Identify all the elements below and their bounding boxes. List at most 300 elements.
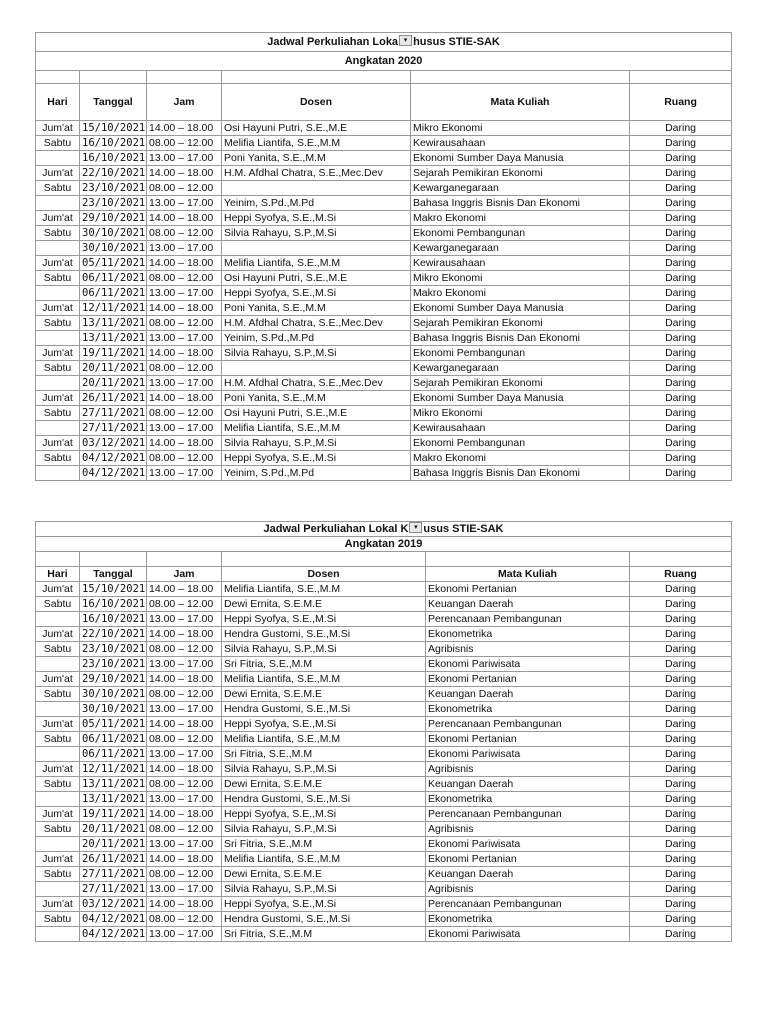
header-jam: Jam xyxy=(147,84,222,121)
cell-hari: Sabtu xyxy=(36,316,80,331)
cell-mata-kuliah: Ekonometrika xyxy=(426,702,630,717)
cell-ruang: Daring xyxy=(630,897,732,912)
table-row xyxy=(36,241,732,256)
cell-tanggal: 12/11/2021 xyxy=(80,301,147,316)
cell-jam: 14.00 – 18.00 xyxy=(147,166,222,181)
cell-jam: 13.00 – 17.00 xyxy=(147,151,222,166)
table-row xyxy=(36,256,732,271)
cell-tanggal: 22/10/2021 xyxy=(80,627,147,642)
cell-mata-kuliah: Kewarganegaraan xyxy=(411,361,630,376)
cell-ruang: Daring xyxy=(630,672,732,687)
table-row xyxy=(36,451,732,466)
cell-jam: 14.00 – 18.00 xyxy=(147,346,222,361)
cell-dosen xyxy=(222,241,411,256)
cell-dosen: H.M. Afdhal Chatra, S.E.,Mec.Dev xyxy=(222,316,411,331)
cell-tanggal: 26/11/2021 xyxy=(80,852,147,867)
cell-ruang: Daring xyxy=(630,271,732,286)
title-row xyxy=(36,33,732,52)
cell-ruang: Daring xyxy=(630,211,732,226)
cell-tanggal: 30/10/2021 xyxy=(80,702,147,717)
header-ruang: Ruang xyxy=(630,567,732,582)
cell-dosen: Heppi Syofya, S.E.,M.Si xyxy=(222,717,426,732)
cell-hari: Jum'at xyxy=(36,301,80,316)
cell-tanggal: 29/10/2021 xyxy=(80,211,147,226)
blank-row xyxy=(36,552,732,567)
cell-jam: 13.00 – 17.00 xyxy=(147,241,222,256)
cell-mata-kuliah: Sejarah Pemikiran Ekonomi xyxy=(411,166,630,181)
cell-mata-kuliah: Perencanaan Pembangunan xyxy=(426,717,630,732)
cell-mata-kuliah: Agribisnis xyxy=(426,642,630,657)
table-row xyxy=(36,882,732,897)
cell-ruang: Daring xyxy=(630,241,732,256)
cell-hari xyxy=(36,747,80,762)
cell-tanggal: 30/10/2021 xyxy=(80,241,147,256)
table-row xyxy=(36,196,732,211)
cell-ruang: Daring xyxy=(630,597,732,612)
cell-ruang: Daring xyxy=(630,316,732,331)
cell-mata-kuliah: Makro Ekonomi xyxy=(411,211,630,226)
cell-tanggal: 30/10/2021 xyxy=(80,226,147,241)
cell-jam: 08.00 – 12.00 xyxy=(147,732,222,747)
header-tanggal: Tanggal xyxy=(80,84,147,121)
cell-tanggal: 06/11/2021 xyxy=(80,271,147,286)
cell-hari: Sabtu xyxy=(36,136,80,151)
cell-ruang: Daring xyxy=(630,717,732,732)
table-row xyxy=(36,361,732,376)
cell-dosen: Poni Yanita, S.E.,M.M xyxy=(222,301,411,316)
cell-hari xyxy=(36,466,80,481)
cell-hari: Jum'at xyxy=(36,807,80,822)
cell-tanggal: 03/12/2021 xyxy=(80,436,147,451)
cell-dosen: Poni Yanita, S.E.,M.M xyxy=(222,151,411,166)
cell-jam: 14.00 – 18.00 xyxy=(147,391,222,406)
cell-dosen: Sri Fitria, S.E.,M.M xyxy=(222,837,426,852)
cell-dosen: Osi Hayuni Putri, S.E.,M.E xyxy=(222,406,411,421)
cell-jam: 14.00 – 18.00 xyxy=(147,211,222,226)
cell-ruang: Daring xyxy=(630,301,732,316)
cell-tanggal: 05/11/2021 xyxy=(80,717,147,732)
cell-jam: 13.00 – 17.00 xyxy=(147,466,222,481)
cell-hari: Sabtu xyxy=(36,867,80,882)
table-row xyxy=(36,121,732,136)
cell-dosen xyxy=(222,361,411,376)
table-row xyxy=(36,436,732,451)
table-row xyxy=(36,867,732,882)
cell-hari xyxy=(36,421,80,436)
cell-mata-kuliah: Ekonomi Sumber Daya Manusia xyxy=(411,301,630,316)
cell-ruang: Daring xyxy=(630,121,732,136)
cell-ruang: Daring xyxy=(630,451,732,466)
cell-jam: 08.00 – 12.00 xyxy=(147,687,222,702)
cell-ruang: Daring xyxy=(630,136,732,151)
cell-mata-kuliah: Bahasa Inggris Bisnis Dan Ekonomi xyxy=(411,466,630,481)
cell-mata-kuliah: Sejarah Pemikiran Ekonomi xyxy=(411,316,630,331)
cell-jam: 08.00 – 12.00 xyxy=(147,912,222,927)
cell-tanggal: 20/11/2021 xyxy=(80,361,147,376)
cell-hari xyxy=(36,882,80,897)
cell-mata-kuliah: Ekonomi Pertanian xyxy=(426,732,630,747)
cell-ruang: Daring xyxy=(630,927,732,942)
cell-mata-kuliah: Mikro Ekonomi xyxy=(411,121,630,136)
table-row xyxy=(36,687,732,702)
cell-tanggal: 06/11/2021 xyxy=(80,747,147,762)
cell-tanggal: 04/12/2021 xyxy=(80,466,147,481)
cell-mata-kuliah: Agribisnis xyxy=(426,822,630,837)
cell-ruang: Daring xyxy=(630,376,732,391)
dropdown-arrow-icon[interactable]: ▾ xyxy=(399,35,412,46)
table-row xyxy=(36,136,732,151)
cell-ruang: Daring xyxy=(630,732,732,747)
cell-ruang: Daring xyxy=(630,702,732,717)
table-row xyxy=(36,807,732,822)
cell-dosen: Yeinim, S.Pd.,M.Pd xyxy=(222,196,411,211)
cell-jam: 14.00 – 18.00 xyxy=(147,627,222,642)
cell-hari: Jum'at xyxy=(36,211,80,226)
table-row xyxy=(36,822,732,837)
cell-tanggal: 16/10/2021 xyxy=(80,597,147,612)
cell-tanggal: 23/10/2021 xyxy=(80,196,147,211)
cell-dosen: Sri Fitria, S.E.,M.M xyxy=(222,747,426,762)
cell-dosen: Dewi Ernita, S.E.M.E xyxy=(222,597,426,612)
cell-jam: 14.00 – 18.00 xyxy=(147,897,222,912)
table-row xyxy=(36,927,732,942)
cell-hari: Sabtu xyxy=(36,642,80,657)
cell-jam: 08.00 – 12.00 xyxy=(147,136,222,151)
cell-hari xyxy=(36,286,80,301)
cell-dosen: Silvia Rahayu, S.P.,M.Si xyxy=(222,346,411,361)
cell-ruang: Daring xyxy=(630,421,732,436)
cell-tanggal: 27/11/2021 xyxy=(80,421,147,436)
cell-dosen: Melifia Liantifa, S.E.,M.M xyxy=(222,256,411,271)
table-row xyxy=(36,151,732,166)
cell-dosen: Dewi Ernita, S.E.M.E xyxy=(222,687,426,702)
cell-dosen: Yeinim, S.Pd.,M.Pd xyxy=(222,466,411,481)
cell-jam: 14.00 – 18.00 xyxy=(147,436,222,451)
cell-jam: 08.00 – 12.00 xyxy=(147,226,222,241)
cell-tanggal: 15/10/2021 xyxy=(80,121,147,136)
cell-tanggal: 13/11/2021 xyxy=(80,777,147,792)
cell-hari xyxy=(36,196,80,211)
cell-dosen: Sri Fitria, S.E.,M.M xyxy=(222,657,426,672)
cell-dosen: Poni Yanita, S.E.,M.M xyxy=(222,391,411,406)
cell-tanggal: 26/11/2021 xyxy=(80,391,147,406)
table-row xyxy=(36,792,732,807)
cell-hari: Jum'at xyxy=(36,436,80,451)
cell-hari: Sabtu xyxy=(36,226,80,241)
table-row xyxy=(36,406,732,421)
cell-mata-kuliah: Agribisnis xyxy=(426,882,630,897)
cell-jam: 08.00 – 12.00 xyxy=(147,642,222,657)
cell-mata-kuliah: Ekonomi Pariwisata xyxy=(426,837,630,852)
cell-dosen: Hendra Gustomi, S.E.,M.Si xyxy=(222,702,426,717)
cell-ruang: Daring xyxy=(630,391,732,406)
cell-tanggal: 15/10/2021 xyxy=(80,582,147,597)
cell-dosen: Heppi Syofya, S.E.,M.Si xyxy=(222,211,411,226)
cell-dosen: Yeinim, S.Pd.,M.Pd xyxy=(222,331,411,346)
cell-hari: Sabtu xyxy=(36,181,80,196)
cell-tanggal: 22/10/2021 xyxy=(80,166,147,181)
cell-tanggal: 29/10/2021 xyxy=(80,672,147,687)
cell-ruang: Daring xyxy=(630,867,732,882)
cell-mata-kuliah: Keuangan Daerah xyxy=(426,867,630,882)
cell-tanggal: 19/11/2021 xyxy=(80,807,147,822)
table-row xyxy=(36,717,732,732)
cell-hari xyxy=(36,927,80,942)
cell-mata-kuliah: Ekonometrika xyxy=(426,627,630,642)
cell-mata-kuliah: Perencanaan Pembangunan xyxy=(426,897,630,912)
cell-dosen: Silvia Rahayu, S.P.,M.Si xyxy=(222,762,426,777)
cell-hari xyxy=(36,657,80,672)
cell-ruang: Daring xyxy=(630,181,732,196)
cell-tanggal: 13/11/2021 xyxy=(80,316,147,331)
cell-jam: 13.00 – 17.00 xyxy=(147,702,222,717)
cell-jam: 13.00 – 17.00 xyxy=(147,286,222,301)
cell-dosen: H.M. Afdhal Chatra, S.E.,Mec.Dev xyxy=(222,166,411,181)
cell-jam: 14.00 – 18.00 xyxy=(147,852,222,867)
header-row xyxy=(36,84,732,121)
table-row xyxy=(36,597,732,612)
cell-dosen: Dewi Ernita, S.E.M.E xyxy=(222,777,426,792)
cell-hari xyxy=(36,331,80,346)
cell-tanggal: 20/11/2021 xyxy=(80,376,147,391)
table-row xyxy=(36,271,732,286)
cell-hari xyxy=(36,612,80,627)
cell-tanggal: 16/10/2021 xyxy=(80,151,147,166)
cell-dosen: Silvia Rahayu, S.P.,M.Si xyxy=(222,642,426,657)
cell-hari xyxy=(36,241,80,256)
cell-mata-kuliah: Ekonometrika xyxy=(426,792,630,807)
table-row xyxy=(36,331,732,346)
title-text-end: husus STIE-SAK xyxy=(413,35,500,48)
table-row xyxy=(36,897,732,912)
cell-ruang: Daring xyxy=(630,226,732,241)
cell-dosen: Osi Hayuni Putri, S.E.,M.E xyxy=(222,271,411,286)
header-hari: Hari xyxy=(36,84,80,121)
cell-mata-kuliah: Kewarganegaraan xyxy=(411,181,630,196)
cell-hari xyxy=(36,792,80,807)
cell-mata-kuliah: Ekonomi Pertanian xyxy=(426,852,630,867)
cell-hari: Jum'at xyxy=(36,852,80,867)
cell-jam: 13.00 – 17.00 xyxy=(147,196,222,211)
cell-ruang: Daring xyxy=(630,627,732,642)
cell-jam: 08.00 – 12.00 xyxy=(147,822,222,837)
cell-hari xyxy=(36,151,80,166)
cell-mata-kuliah: Perencanaan Pembangunan xyxy=(426,612,630,627)
dropdown-arrow-icon[interactable]: ▾ xyxy=(409,522,422,533)
table-row xyxy=(36,301,732,316)
cell-tanggal: 20/11/2021 xyxy=(80,822,147,837)
cell-ruang: Daring xyxy=(630,582,732,597)
table-row xyxy=(36,657,732,672)
cell-mata-kuliah: Bahasa Inggris Bisnis Dan Ekonomi xyxy=(411,196,630,211)
table-row xyxy=(36,762,732,777)
cell-ruang: Daring xyxy=(630,406,732,421)
cell-mata-kuliah: Ekonomi Pariwisata xyxy=(426,927,630,942)
cell-dosen: Sri Fitria, S.E.,M.M xyxy=(222,927,426,942)
table-row xyxy=(36,391,732,406)
table-row xyxy=(36,837,732,852)
cell-mata-kuliah: Ekonomi Pariwisata xyxy=(426,657,630,672)
table-row xyxy=(36,747,732,762)
cell-jam: 14.00 – 18.00 xyxy=(147,762,222,777)
cell-jam: 13.00 – 17.00 xyxy=(147,882,222,897)
cell-hari: Jum'at xyxy=(36,717,80,732)
table-row xyxy=(36,376,732,391)
angkatan-row xyxy=(36,52,732,71)
cell-dosen: Heppi Syofya, S.E.,M.Si xyxy=(222,897,426,912)
header-mata-kuliah: Mata Kuliah xyxy=(411,84,630,121)
cell-jam: 13.00 – 17.00 xyxy=(147,376,222,391)
cell-mata-kuliah: Keuangan Daerah xyxy=(426,777,630,792)
cell-hari: Sabtu xyxy=(36,597,80,612)
cell-jam: 13.00 – 17.00 xyxy=(147,747,222,762)
cell-dosen: Melifia Liantifa, S.E.,M.M xyxy=(222,136,411,151)
cell-hari: Sabtu xyxy=(36,451,80,466)
cell-mata-kuliah: Ekonometrika xyxy=(426,912,630,927)
cell-hari: Sabtu xyxy=(36,361,80,376)
cell-hari xyxy=(36,837,80,852)
cell-mata-kuliah: Ekonomi Pertanian xyxy=(426,672,630,687)
cell-jam: 14.00 – 18.00 xyxy=(147,582,222,597)
cell-mata-kuliah: Ekonomi Sumber Daya Manusia xyxy=(411,151,630,166)
cell-hari: Sabtu xyxy=(36,912,80,927)
cell-tanggal: 13/11/2021 xyxy=(80,792,147,807)
cell-mata-kuliah: Ekonomi Pembangunan xyxy=(411,346,630,361)
cell-hari: Jum'at xyxy=(36,121,80,136)
cell-dosen: Melifia Liantifa, S.E.,M.M xyxy=(222,421,411,436)
cell-tanggal: 16/10/2021 xyxy=(80,136,147,151)
cell-hari: Jum'at xyxy=(36,166,80,181)
cell-ruang: Daring xyxy=(630,361,732,376)
cell-jam: 13.00 – 17.00 xyxy=(147,792,222,807)
cell-hari xyxy=(36,376,80,391)
cell-ruang: Daring xyxy=(630,466,732,481)
cell-mata-kuliah: Mikro Ekonomi xyxy=(411,271,630,286)
cell-mata-kuliah: Kewarganegaraan xyxy=(411,241,630,256)
cell-hari: Jum'at xyxy=(36,582,80,597)
cell-jam: 14.00 – 18.00 xyxy=(147,807,222,822)
cell-dosen: Heppi Syofya, S.E.,M.Si xyxy=(222,807,426,822)
cell-dosen: Heppi Syofya, S.E.,M.Si xyxy=(222,451,411,466)
table-row xyxy=(36,642,732,657)
cell-dosen: Heppi Syofya, S.E.,M.Si xyxy=(222,612,426,627)
table-row xyxy=(36,181,732,196)
blank-row xyxy=(36,71,732,84)
cell-dosen: Melifia Liantifa, S.E.,M.M xyxy=(222,852,426,867)
table-row xyxy=(36,702,732,717)
cell-jam: 13.00 – 17.00 xyxy=(147,331,222,346)
cell-dosen: Osi Hayuni Putri, S.E.,M.E xyxy=(222,121,411,136)
cell-dosen: Hendra Gustomi, S.E.,M.Si xyxy=(222,792,426,807)
cell-mata-kuliah: Kewirausahaan xyxy=(411,421,630,436)
cell-jam: 08.00 – 12.00 xyxy=(147,597,222,612)
cell-hari: Sabtu xyxy=(36,271,80,286)
cell-tanggal: 06/11/2021 xyxy=(80,732,147,747)
cell-tanggal: 03/12/2021 xyxy=(80,897,147,912)
cell-tanggal: 27/11/2021 xyxy=(80,867,147,882)
table-row xyxy=(36,672,732,687)
cell-mata-kuliah: Agribisnis xyxy=(426,762,630,777)
cell-mata-kuliah: Keuangan Daerah xyxy=(426,687,630,702)
cell-ruang: Daring xyxy=(630,642,732,657)
cell-dosen: Melifia Liantifa, S.E.,M.M xyxy=(222,672,426,687)
cell-dosen: Dewi Ernita, S.E.M.E xyxy=(222,867,426,882)
cell-ruang: Daring xyxy=(630,286,732,301)
cell-ruang: Daring xyxy=(630,166,732,181)
cell-tanggal: 16/10/2021 xyxy=(80,612,147,627)
table-row xyxy=(36,612,732,627)
cell-ruang: Daring xyxy=(630,822,732,837)
cell-jam: 14.00 – 18.00 xyxy=(147,256,222,271)
cell-hari: Jum'at xyxy=(36,256,80,271)
cell-jam: 13.00 – 17.00 xyxy=(147,657,222,672)
header-mata-kuliah: Mata Kuliah xyxy=(426,567,630,582)
cell-ruang: Daring xyxy=(630,687,732,702)
angkatan-row xyxy=(36,537,732,552)
cell-mata-kuliah: Mikro Ekonomi xyxy=(411,406,630,421)
table-row xyxy=(36,582,732,597)
title-text-start: Jadwal Perkuliahan Loka xyxy=(267,35,399,48)
title-text-start: Jadwal Perkuliahan Lokal K xyxy=(263,522,409,535)
header-ruang: Ruang xyxy=(630,84,732,121)
table-row xyxy=(36,421,732,436)
cell-tanggal: 12/11/2021 xyxy=(80,762,147,777)
angkatan-label: Angkatan 2020 xyxy=(36,52,732,71)
cell-mata-kuliah: Ekonomi Pembangunan xyxy=(411,436,630,451)
angkatan-label: Angkatan 2019 xyxy=(36,537,732,552)
cell-ruang: Daring xyxy=(630,196,732,211)
cell-ruang: Daring xyxy=(630,346,732,361)
cell-dosen: Hendra Gustomi, S.E.,M.Si xyxy=(222,627,426,642)
cell-mata-kuliah: Perencanaan Pembangunan xyxy=(426,807,630,822)
cell-hari xyxy=(36,702,80,717)
cell-ruang: Daring xyxy=(630,777,732,792)
cell-tanggal: 23/10/2021 xyxy=(80,657,147,672)
header-tanggal: Tanggal xyxy=(80,567,147,582)
cell-tanggal: 06/11/2021 xyxy=(80,286,147,301)
cell-jam: 08.00 – 12.00 xyxy=(147,406,222,421)
cell-hari: Jum'at xyxy=(36,627,80,642)
cell-tanggal: 04/12/2021 xyxy=(80,451,147,466)
table-row xyxy=(36,211,732,226)
cell-ruang: Daring xyxy=(630,792,732,807)
cell-mata-kuliah: Kewirausahaan xyxy=(411,136,630,151)
cell-tanggal: 20/11/2021 xyxy=(80,837,147,852)
cell-mata-kuliah: Ekonomi Pembangunan xyxy=(411,226,630,241)
cell-mata-kuliah: Ekonomi Pariwisata xyxy=(426,747,630,762)
cell-hari: Sabtu xyxy=(36,406,80,421)
cell-jam: 08.00 – 12.00 xyxy=(147,181,222,196)
schedule-title xyxy=(36,522,732,537)
cell-hari: Sabtu xyxy=(36,822,80,837)
table-row xyxy=(36,912,732,927)
cell-ruang: Daring xyxy=(630,837,732,852)
cell-dosen: Silvia Rahayu, S.P.,M.Si xyxy=(222,882,426,897)
table-row xyxy=(36,286,732,301)
cell-jam: 08.00 – 12.00 xyxy=(147,777,222,792)
header-row xyxy=(36,567,732,582)
cell-dosen: Melifia Liantifa, S.E.,M.M xyxy=(222,732,426,747)
cell-mata-kuliah: Sejarah Pemikiran Ekonomi xyxy=(411,376,630,391)
cell-ruang: Daring xyxy=(630,762,732,777)
cell-hari: Sabtu xyxy=(36,777,80,792)
cell-hari: Sabtu xyxy=(36,687,80,702)
cell-tanggal: 23/10/2021 xyxy=(80,181,147,196)
header-dosen: Dosen xyxy=(222,84,411,121)
header-dosen: Dosen xyxy=(222,567,426,582)
cell-ruang: Daring xyxy=(630,912,732,927)
cell-ruang: Daring xyxy=(630,747,732,762)
